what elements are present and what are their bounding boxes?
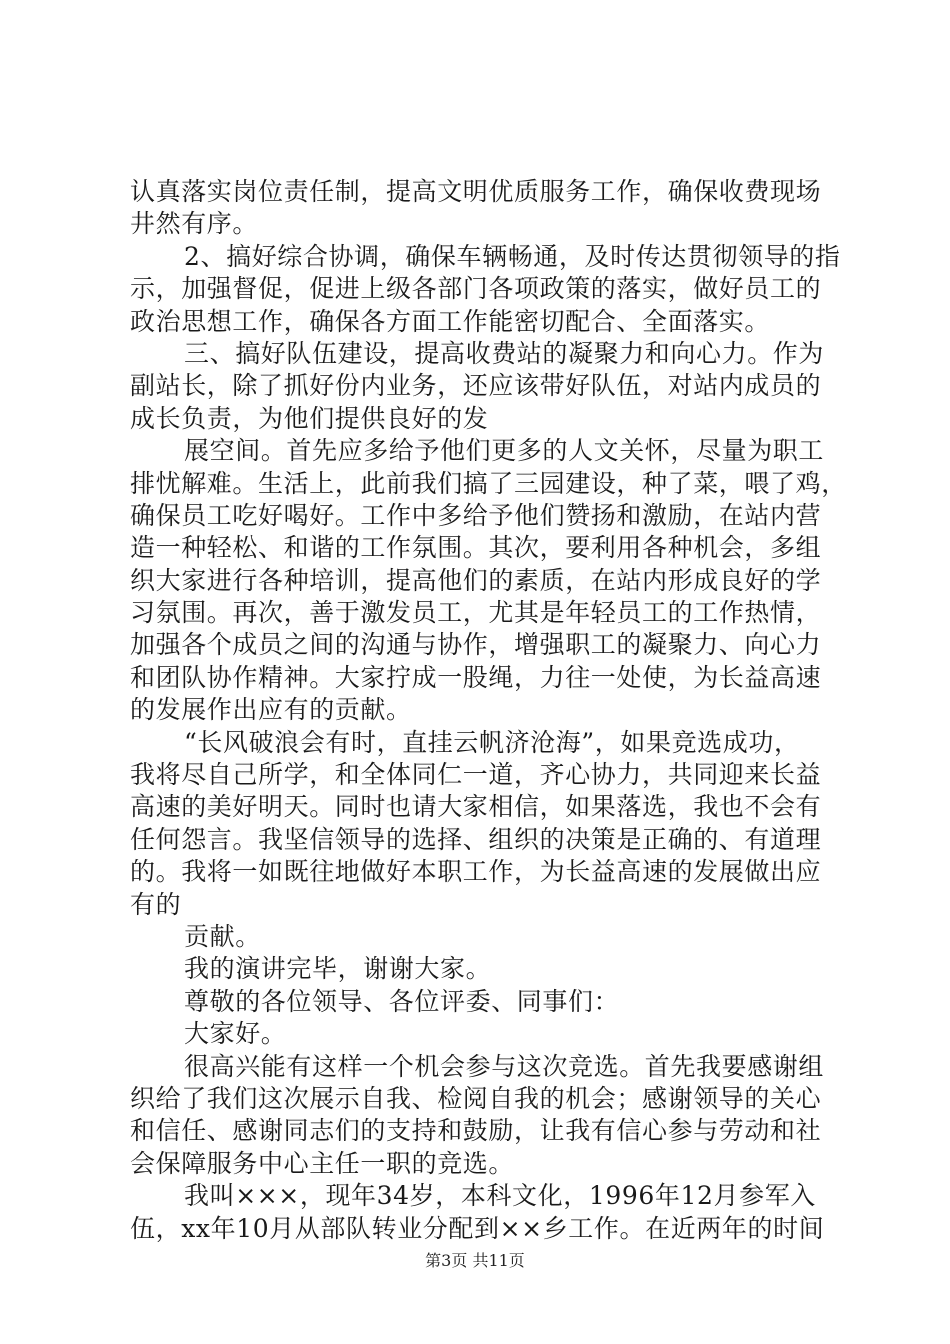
text-line: 我叫×××，现年34岁，本科文化，1996年12月参军入 [184, 1181, 816, 1211]
text-line: 展空间。首先应多给予他们更多的人文关怀，尽量为职工 [184, 436, 825, 466]
text-line: 的发展作出应有的贡献。 [130, 695, 412, 725]
page-number-footer: 第3页 共11页 [425, 1251, 525, 1270]
text-line: 造一种轻松、和谐的工作氛围。其次，要利用各种机会，多组 [130, 533, 822, 563]
text-line: 织大家进行各种培训，提高他们的素质，在站内形成良好的学 [130, 565, 822, 595]
text-line: 2、搞好综合协调，确保车辆畅通，及时传达贯彻领导的指 [184, 241, 841, 271]
text-line: 习氛围。再次，善于激发员工，尤其是年轻员工的工作热情， [130, 598, 822, 628]
text-line: 的。我将一如既往地做好本职工作，为长益高速的发展做出应 [130, 857, 822, 887]
text-line: 副站长，除了抓好份内业务，还应该带好队伍，对站内成员的 [130, 371, 822, 401]
text-line: 会保障服务中心主任一职的竞选。 [130, 1148, 515, 1178]
text-line: 和团队协作精神。大家拧成一股绳，力往一处使，为长益高速 [130, 662, 822, 692]
text-line: 排忧解难。生活上，此前我们搞了三园建设，种了菜，喂了鸡， [130, 468, 847, 498]
text-line: 井然有序。 [130, 209, 259, 239]
document-body [130, 176, 847, 1245]
text-line: 加强各个成员之间的沟通与协作，增强职工的凝聚力、向心力 [130, 630, 822, 660]
text-line: 和信任、感谢同志们的支持和鼓励，让我有信心参与劳动和社 [130, 1116, 822, 1146]
text-line: 伍，xx年10月从部队转业分配到××乡工作。在近两年的时间 [130, 1213, 825, 1243]
text-line: 织给了我们这次展示自我、检阅自我的机会；感谢领导的关心 [130, 1083, 822, 1113]
text-line: 我将尽自己所学，和全体同仁一道，齐心协力，共同迎来长益 [130, 760, 822, 790]
text-line: 我的演讲完毕，谢谢大家。 [184, 954, 492, 984]
text-line: 成长负责，为他们提供良好的发 [130, 403, 489, 433]
text-line: 三、搞好队伍建设，提高收费站的凝聚力和向心力。作为 [184, 338, 825, 368]
text-line: 大家好。 [184, 1019, 287, 1049]
text-line: 任何怨言。我坚信领导的选择、组织的决策是正确的、有道理 [130, 824, 822, 854]
text-line: 很高兴能有这样一个机会参与这次竞选。首先我要感谢组 [184, 1051, 825, 1081]
text-line: 示，加强督促，促进上级各部门各项政策的落实，做好员工的 [130, 274, 822, 304]
text-line: 高速的美好明天。同时也请大家相信，如果落选，我也不会有 [130, 792, 822, 822]
text-line: 有的 [130, 889, 182, 919]
text-line: 认真落实岗位责任制，提高文明优质服务工作，确保收费现场 [130, 177, 822, 206]
text-line: 确保员工吃好喝好。工作中多给予他们赞扬和激励，在站内营 [130, 500, 822, 530]
text-line: 尊敬的各位领导、各位评委、同事们： [184, 986, 620, 1016]
text-line: 政治思想工作，确保各方面工作能密切配合、全面落实。 [130, 306, 771, 336]
text-line: 贡献。 [184, 921, 261, 951]
text-line: “长风破浪会有时，直挂云帆济沧海”，如果竞选成功， [184, 727, 800, 757]
